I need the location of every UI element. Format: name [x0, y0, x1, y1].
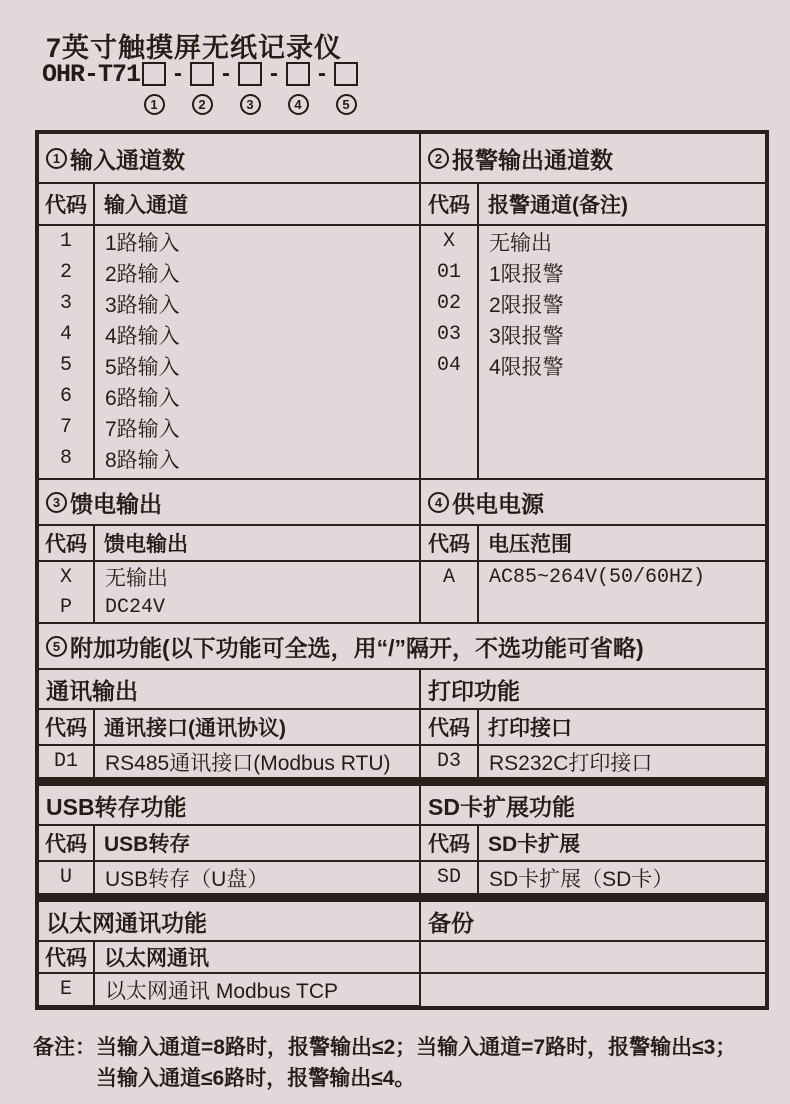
- s3-code-list: [39, 562, 93, 622]
- page-title: 7英寸触摸屏无纸记录仪: [46, 33, 343, 63]
- model-slot-4: [286, 62, 310, 115]
- circled-5-icon: 5: [46, 636, 67, 657]
- subsection-comm-header: 通讯输出: [39, 670, 419, 708]
- s5b-code-header: 代码: [421, 710, 477, 744]
- model-slot-1: [142, 62, 166, 115]
- circled-2-icon: 2: [428, 148, 449, 169]
- table-cell-code: 02: [436, 292, 461, 315]
- section-5-header: [39, 624, 765, 668]
- s3-desc-header: 馈电输出: [95, 526, 419, 560]
- model-dash: -: [222, 60, 231, 87]
- circled-5-icon: 5: [336, 94, 357, 115]
- model-box-icon: [334, 62, 358, 86]
- circled-4-icon: 4: [288, 94, 309, 115]
- table-cell-code: 5: [59, 354, 72, 377]
- backup-empty-cell: [421, 974, 765, 1006]
- table-cell-desc: 无输出: [489, 231, 552, 255]
- subsection-usb-header: USB转存功能: [39, 786, 419, 824]
- s5e-code-header: 代码: [39, 942, 93, 972]
- s5d-desc-header: SD卡扩展: [479, 826, 765, 860]
- section-2-title: 报警输出通道数: [452, 146, 613, 173]
- footnote-label: 备注：: [33, 1036, 96, 1059]
- table-cell-code: 7: [59, 416, 72, 439]
- table-cell-code: 2: [59, 261, 72, 284]
- s5d-code-header: 代码: [421, 826, 477, 860]
- section-4-title: 供电电源: [452, 490, 544, 517]
- model-slot-2: [190, 62, 214, 115]
- table-cell-desc: 7路输入: [105, 417, 180, 441]
- section-4-header: [421, 480, 765, 524]
- model-code-diagram: [42, 62, 358, 115]
- s1-code-header: 代码: [39, 184, 93, 224]
- table-cell-code: 03: [436, 323, 461, 346]
- circled-3-icon: 3: [240, 94, 261, 115]
- model-slot-5: [334, 62, 358, 115]
- footnote-line-1: 当输入通道=8路时，报警输出≤2；当输入通道=7路时，报警输出≤3；: [96, 1036, 737, 1059]
- circled-1-icon: 1: [46, 148, 67, 169]
- model-box-icon: [190, 62, 214, 86]
- subsection-print-header: 打印功能: [421, 670, 765, 708]
- table-cell-desc: 4路输入: [105, 324, 180, 348]
- model-box-icon: [142, 62, 166, 86]
- subsection-ethernet-header: 以太网通讯功能: [39, 902, 419, 940]
- section-1-header: [39, 134, 419, 182]
- section-2-header: [421, 134, 765, 182]
- table-cell-desc: 1路输入: [105, 231, 180, 255]
- s4-code-header: 代码: [421, 526, 477, 560]
- table-cell-code: 04: [436, 354, 461, 377]
- s5e-desc-header: 以太网通讯: [95, 942, 419, 972]
- table-cell-desc: 无输出: [105, 567, 168, 590]
- table-cell-code: U: [39, 862, 93, 893]
- model-dash: -: [174, 60, 183, 87]
- circled-1-icon: 1: [144, 94, 165, 115]
- table-cell-code: 3: [59, 292, 72, 315]
- table-cell-desc: 5路输入: [105, 355, 180, 379]
- table-cell-code: 4: [59, 323, 72, 346]
- s1-desc-list: [95, 226, 419, 478]
- table-cell-desc: 以太网通讯 Modbus TCP: [95, 974, 419, 1005]
- s5b-desc-header: 打印接口: [479, 710, 765, 744]
- footnote-line-2: 当输入通道≤6路时，报警输出≤4。: [96, 1067, 416, 1090]
- model-dash: -: [318, 60, 327, 87]
- s2-code-list: [421, 226, 477, 478]
- table-cell-code: 01: [436, 261, 461, 284]
- section-5-title: 附加功能(以下功能可全选，用“/”隔开，不选功能可省略): [70, 634, 644, 661]
- table-cell-code: A: [442, 565, 455, 589]
- backup-empty-cell: [421, 942, 765, 972]
- table-cell-code: X: [59, 565, 72, 589]
- table-cell-desc: 6路输入: [105, 386, 180, 410]
- circled-3-icon: 3: [46, 492, 67, 513]
- s5c-code-header: 代码: [39, 826, 93, 860]
- subsection-sd-header: SD卡扩展功能: [421, 786, 765, 824]
- table-cell-code: 6: [59, 385, 72, 408]
- table-cell-code: P: [59, 595, 72, 619]
- subsection-backup-header: 备份: [421, 902, 765, 940]
- s1-desc-header: 输入通道: [95, 184, 419, 224]
- model-box-icon: [238, 62, 262, 86]
- table-cell-desc: RS232C打印接口: [479, 746, 765, 777]
- s5c-desc-header: USB转存: [95, 826, 419, 860]
- section-3-title: 馈电输出: [70, 490, 162, 517]
- s4-desc-header: 电压范围: [479, 526, 765, 560]
- footnote-lines: [96, 1032, 736, 1094]
- table-cell-code: D3: [421, 746, 477, 777]
- table-cell-desc: 3限报警: [489, 324, 564, 348]
- table-cell-desc: AC85~264V(50/60HZ): [489, 565, 706, 589]
- circled-4-icon: 4: [428, 492, 449, 513]
- model-box-icon: [286, 62, 310, 86]
- table-cell-code: X: [442, 230, 455, 253]
- s3-desc-list: [95, 562, 419, 622]
- section-3-header: [39, 480, 419, 524]
- table-cell-code: 1: [59, 230, 72, 253]
- table-cell-desc: 2路输入: [105, 262, 180, 286]
- table-cell-desc: SD卡扩展（SD卡）: [479, 862, 765, 893]
- s2-code-header: 代码: [421, 184, 477, 224]
- table-cell-desc: 3路输入: [105, 293, 180, 317]
- s2-desc-header: 报警通道(备注): [479, 184, 765, 224]
- table-cell-desc: 8路输入: [105, 448, 180, 472]
- table-cell-code: E: [39, 974, 93, 1005]
- s1-code-list: [39, 226, 93, 478]
- s5a-desc-header: 通讯接口(通讯协议): [95, 710, 419, 744]
- order-spec-table: [35, 130, 769, 1010]
- s4-desc-list: [479, 562, 765, 622]
- model-prefix: OHR-T71: [42, 60, 141, 89]
- footnote: [33, 1032, 736, 1094]
- model-dash: -: [270, 60, 279, 87]
- table-cell-code: SD: [421, 862, 477, 893]
- table-cell-code: 8: [59, 447, 72, 470]
- table-cell-code: D1: [39, 746, 93, 777]
- table-cell-desc: USB转存（U盘）: [95, 862, 419, 893]
- s3-code-header: 代码: [39, 526, 93, 560]
- table-cell-desc: 4限报警: [489, 355, 564, 379]
- table-cell-desc: DC24V: [105, 595, 166, 619]
- table-cell-desc: 1限报警: [489, 262, 564, 286]
- model-slot-3: [238, 62, 262, 115]
- s5a-code-header: 代码: [39, 710, 93, 744]
- circled-2-icon: 2: [192, 94, 213, 115]
- s4-code-list: [421, 562, 477, 622]
- table-cell-desc: RS485通讯接口(Modbus RTU): [95, 746, 419, 777]
- s2-desc-list: [479, 226, 765, 478]
- section-1-title: 输入通道数: [70, 146, 185, 173]
- table-cell-desc: 2限报警: [489, 293, 564, 317]
